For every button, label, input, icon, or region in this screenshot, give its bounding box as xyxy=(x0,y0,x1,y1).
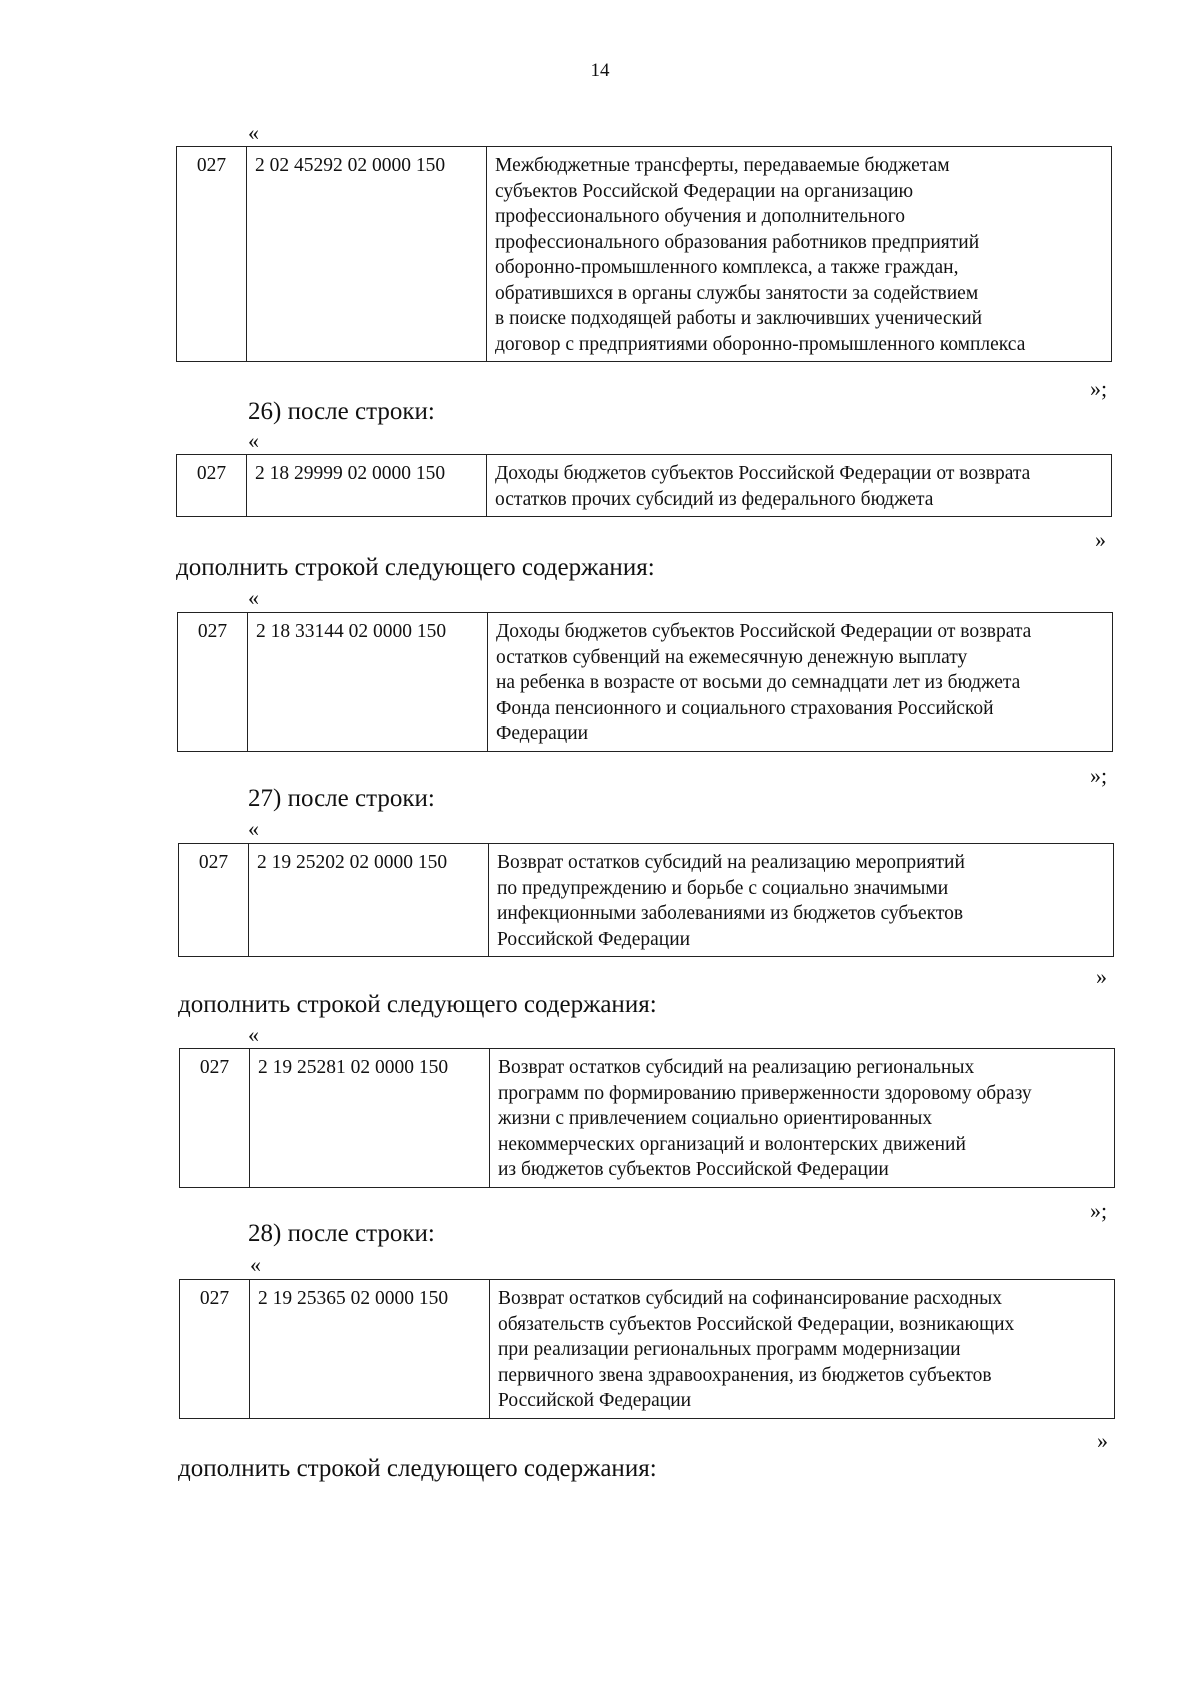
table-row xyxy=(177,455,1112,517)
section-heading: дополнить строкой следующего содержания: xyxy=(176,554,655,581)
close-quote: » xyxy=(1096,964,1107,989)
admin-code: 027 xyxy=(179,844,249,957)
table-row xyxy=(180,1049,1115,1188)
section-heading: дополнить строкой следующего содержания: xyxy=(178,991,657,1018)
section-heading: 27) после строки: xyxy=(248,785,435,812)
income-description: Возврат остатков субсидий на софинансирование расходных обязательств субъектов Российской Федерации, возникающих при реализации региональных программ модернизации первичного звена здравоохранения, из бюджетов субъектов Российской Федерации xyxy=(490,1280,1115,1419)
budget-table-3 xyxy=(177,612,1113,752)
budget-classification-code: 2 18 29999 02 0000 150 xyxy=(247,455,487,517)
open-quote: « xyxy=(250,1252,261,1277)
section-heading: дополнить строкой следующего содержания: xyxy=(178,1455,657,1482)
budget-table-4 xyxy=(178,843,1114,957)
close-quote: »; xyxy=(1090,1198,1108,1223)
budget-classification-code: 2 19 25365 02 0000 150 xyxy=(250,1280,490,1419)
admin-code: 027 xyxy=(177,147,247,362)
income-description: Возврат остатков субсидий на реализацию мероприятий по предупреждению и борьбе с социально значимыми инфекционными заболеваниями из бюджетов субъектов Российской Федерации xyxy=(489,844,1114,957)
budget-classification-code: 2 02 45292 02 0000 150 xyxy=(247,147,487,362)
income-description: Доходы бюджетов субъектов Российской Федерации от возврата остатков прочих субсидий из федерального бюджета xyxy=(487,455,1112,517)
page-number: 14 xyxy=(590,60,610,81)
income-description: Возврат остатков субсидий на реализацию региональных программ по формированию приверженности здоровому образу жизни с привлечением социально ориентированных некоммерческих организаций и волонтерских движений из бюджетов субъектов Российской Федерации xyxy=(490,1049,1115,1188)
admin-code: 027 xyxy=(180,1280,250,1419)
income-description: Доходы бюджетов субъектов Российской Федерации от возврата остатков субвенций на ежемесячную денежную выплату на ребенка в возрасте от восьми до семнадцати лет из бюджета Фонда пенсионного и социального страхования Российской Федерации xyxy=(488,613,1113,752)
open-quote: « xyxy=(248,585,259,610)
admin-code: 027 xyxy=(178,613,248,752)
open-quote: « xyxy=(248,816,259,841)
admin-code: 027 xyxy=(177,455,247,517)
budget-classification-code: 2 19 25281 02 0000 150 xyxy=(250,1049,490,1188)
table-row xyxy=(177,147,1112,362)
close-quote: »; xyxy=(1090,376,1108,401)
budget-table-5 xyxy=(179,1048,1115,1188)
table-row xyxy=(180,1280,1115,1419)
budget-classification-code: 2 19 25202 02 0000 150 xyxy=(249,844,489,957)
table-row xyxy=(178,613,1113,752)
close-quote: »; xyxy=(1090,763,1108,788)
budget-table-6 xyxy=(179,1279,1115,1419)
budget-table-2 xyxy=(176,454,1112,517)
admin-code: 027 xyxy=(180,1049,250,1188)
budget-table-1 xyxy=(176,146,1112,362)
open-quote: « xyxy=(248,1022,259,1047)
income-description: Межбюджетные трансферты, передаваемые бюджетам субъектов Российской Федерации на организацию профессионального обучения и дополнительного профессионального образования работников предприятий оборонно-промышленного комплекса, а также граждан, обратившихся в органы службы занятости за содействием в поиске подходящей работы и заключивших ученический договор с предприятиями оборонно-промышленного комплекса xyxy=(487,147,1112,362)
budget-classification-code: 2 18 33144 02 0000 150 xyxy=(248,613,488,752)
section-heading: 26) после строки: xyxy=(248,398,435,425)
close-quote: » xyxy=(1095,527,1106,552)
close-quote: » xyxy=(1097,1428,1108,1453)
open-quote: « xyxy=(248,428,259,453)
section-heading: 28) после строки: xyxy=(248,1220,435,1247)
table-row xyxy=(179,844,1114,957)
open-quote: « xyxy=(248,120,259,145)
